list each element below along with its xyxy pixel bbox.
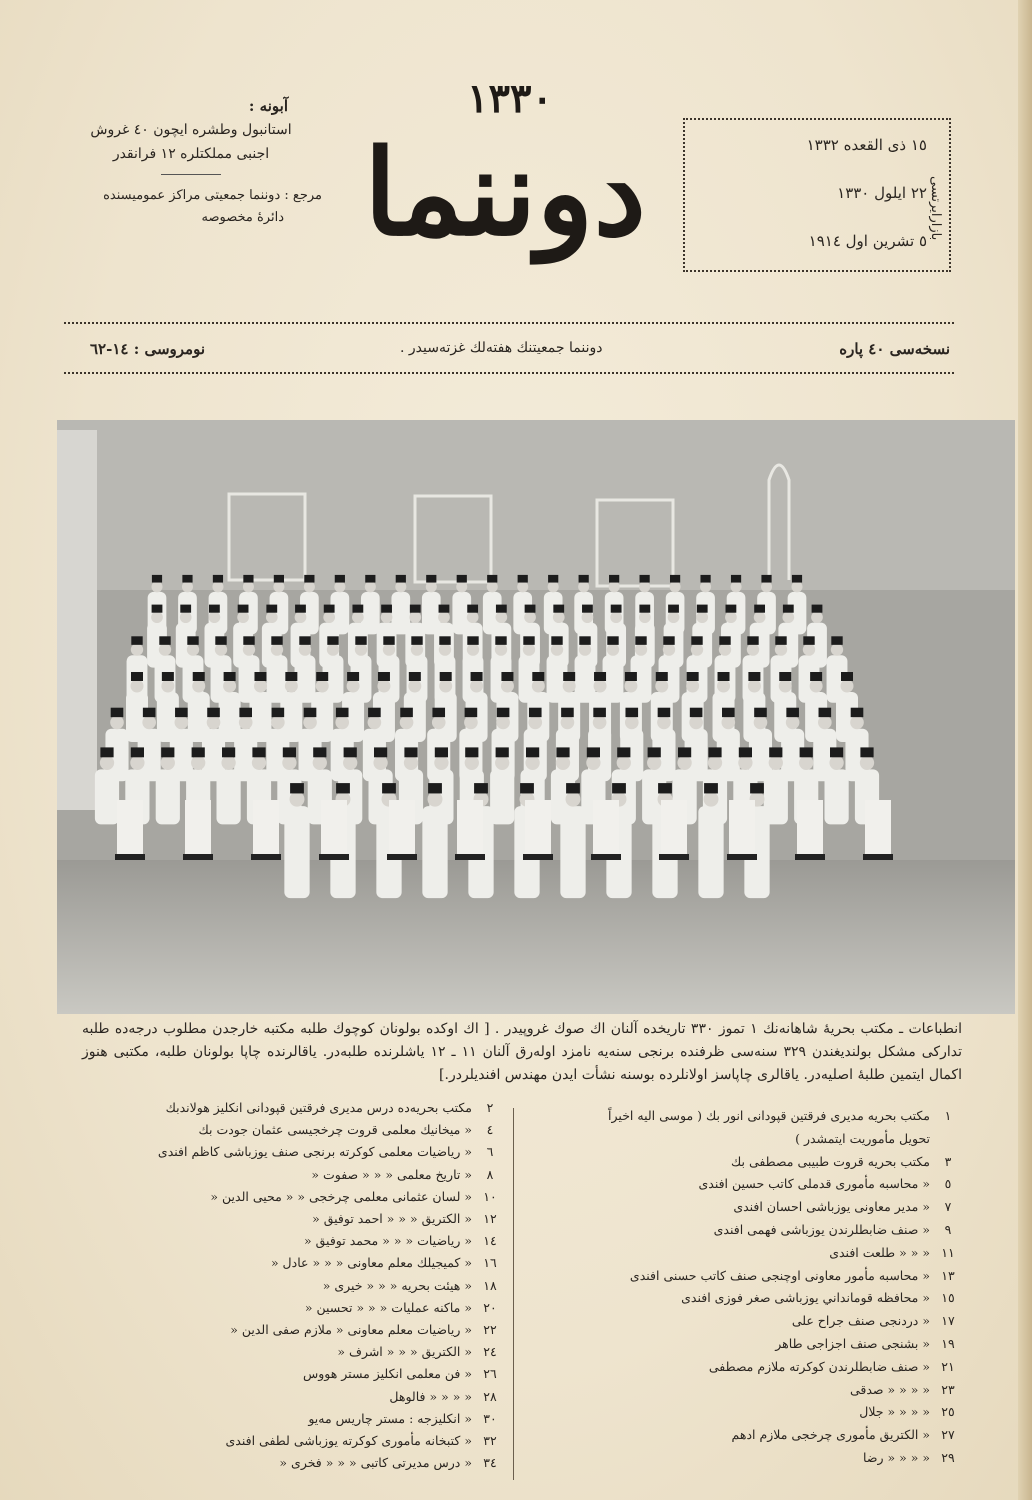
list-item: « « « « جلال <box>859 1404 930 1420</box>
list-item: « مدير معاونی يوزباشی احسان افندی <box>733 1199 930 1215</box>
list-item: « رياضيات معلمی كوكرته برنجی صنف يوزباشی كاظم افندی <box>157 1144 472 1160</box>
list-item-number: ٢٥ <box>941 1404 955 1420</box>
group-photo-illustration <box>57 420 1015 1014</box>
subscription-block <box>60 94 322 229</box>
list-item: « « « طلعت افندی <box>829 1244 930 1260</box>
list-item: « محافظه قومانداني يوزباشی صغر فوزی افندی <box>681 1290 930 1306</box>
list-item: « « « « صدقی <box>849 1381 930 1397</box>
subscription-foreign: اجنبی مملكتلره ١٢ فرانقدر <box>112 146 270 162</box>
photo-caption: انطباعات ـ مكتب بحريهٔ شاهانه‌نك ١ تموز ٣٣٠ تاريخده آلنان اك صوك غروپيدر . [ اك اوكده بولونان كوچوك طلبه مكتبه خارجدن مطلوب درجه‌ده طلبه تداركی مشكل بولنديغندن ٣٢٩ سنه‌سی ظرفنده برنجی سنه‌يه نامزد اوله‌رق آلنان ١١ ـ ١٢ ياشلرنده طلبه‌در. ياقالرنده چاپا بولونان طلبه، مكتبی هنوز اكمال ايتمين طلبهٔ اصليه‌در. ياقالری چاپاسز اولانلرده بوسنه نشأت ايدن مهندس افنديلردر.] <box>82 1021 963 1083</box>
bottom-rule <box>64 372 954 374</box>
list-item-number: ٤ <box>486 1122 494 1138</box>
top-rule <box>64 322 954 324</box>
list-item-number: ١٤ <box>483 1233 497 1249</box>
group-photo <box>57 420 1015 1014</box>
list-item-number: ٦ <box>486 1144 494 1160</box>
list-item: « كميجيلك معلم معاونی « « « عادل « <box>270 1255 472 1271</box>
list-item: « درس مديرتی كاتبی « « « فخری « <box>279 1455 472 1471</box>
list-item-number: ١١ <box>941 1244 955 1260</box>
list-item: « هيئت بحريه « « « خيری « <box>322 1277 472 1293</box>
list-item: « الكتريق « « « احمد توفيق « <box>312 1211 472 1226</box>
price: نسخه‌سی ٤٠ پاره <box>839 340 950 358</box>
list-item: « الكتريق « « « اشرف « <box>337 1344 472 1360</box>
list-item-number: ١٦ <box>483 1255 497 1271</box>
list-item-number: ٢٣ <box>941 1381 955 1397</box>
list-item-number: ٣ <box>944 1153 952 1169</box>
list-item: « صنف ضابطلرندن كوكرته ملازم مصطفی <box>708 1358 930 1374</box>
list-item-number: ٣٢ <box>483 1433 497 1448</box>
list-item-number: ٢٢ <box>483 1322 497 1337</box>
separator <box>161 174 221 175</box>
names-list-left <box>62 1100 502 1490</box>
date-hijri: ١٥ ذی القعده ١٣٣٢ <box>806 136 927 154</box>
list-item-number: ٢٠ <box>483 1299 497 1315</box>
list-item-number: ٩ <box>944 1222 952 1237</box>
list-item-number: ١٨ <box>483 1277 497 1293</box>
list-item-number: ٣٤ <box>483 1455 497 1471</box>
date-box <box>683 118 951 272</box>
list-item-number: ٢٦ <box>483 1366 497 1382</box>
list-item: تحويل مأموريت ايتمشدر ) <box>795 1130 930 1146</box>
list-item-number: ٣٠ <box>483 1410 497 1426</box>
list-item: « ماكنه عمليات « « « تحسين « <box>304 1299 472 1315</box>
date-rumi: ٢٢ ايلول ١٣٣٠ <box>837 184 927 202</box>
list-item: مكتب بحريه قروت طبيبی مصطفی بك <box>730 1153 930 1169</box>
list-item: « الكتريق مأموری چرخجی ملازم ادهم <box>731 1427 930 1443</box>
list-item-number: ١ <box>944 1108 952 1123</box>
page-edge <box>1018 0 1032 1500</box>
list-item: « محاسبه مأمور معاونی اوچنجی صنف كاتب حسنی افندی <box>629 1267 930 1283</box>
list-item-number: ٢٨ <box>483 1388 497 1404</box>
names-list-right <box>530 1108 960 1488</box>
list-item-number: ٥ <box>944 1176 952 1192</box>
subscription-domestic: استانبول وطشره ايچون ٤٠ غروش <box>90 122 292 138</box>
list-item: « « « « رضا <box>863 1450 930 1465</box>
list-item-number: ٢ <box>486 1100 494 1115</box>
list-item-number: ٧ <box>944 1199 952 1215</box>
list-item: مكتب بحريه‌ده درس مديری فرقتين قپودانی انكليز هولاندبك <box>165 1100 472 1115</box>
list-item: « رياضيات « « « محمد توفيق « <box>304 1233 472 1249</box>
reference-line1: مرجع : دوننما جمعيتی مراكز عموميسنده <box>103 188 322 203</box>
tagline: دوننما جمعيتنك هفته‌لك غزته‌سيدر . <box>400 340 603 356</box>
list-item-number: ١٢ <box>483 1211 497 1226</box>
list-item-number: ١٠ <box>483 1188 497 1204</box>
list-item-number: ١٩ <box>941 1336 955 1351</box>
list-item-number: ٢٧ <box>941 1427 955 1443</box>
list-item: « « « « فالوهل <box>389 1388 472 1404</box>
list-item-number: ١٧ <box>941 1313 955 1329</box>
date-gregorian: ٥ تشرين اول ١٩١٤ <box>808 232 927 250</box>
column-divider <box>513 1108 514 1480</box>
masthead-year: ١٣٣٠ <box>467 75 553 122</box>
list-item: « دردنجی صنف جراح علی <box>791 1313 930 1329</box>
list-item: « تاريخ معلمی « « « صفوت « <box>311 1166 472 1182</box>
weekday: بازارایرتسی <box>928 176 943 241</box>
list-item: « بشنجی صنف اجزاجی طاهر <box>775 1336 930 1351</box>
list-item-number: ٢٩ <box>941 1450 955 1465</box>
list-item: « كتبخانه مأموری كوكرته يوزباشی لطفی افندی <box>225 1433 472 1448</box>
list-item: « محاسبه مأموری قدملی كاتب حسين افندی <box>698 1176 930 1192</box>
reference-line2: دائرهٔ مخصوصه <box>201 210 284 225</box>
list-item: « فن معلمی انكليز مستر هووس <box>302 1366 472 1382</box>
list-item-number: ٢١ <box>941 1358 955 1374</box>
list-item-number: ٨ <box>486 1166 494 1182</box>
list-item: « رياضيات معلم معاونی « ملازم صفی الدين « <box>230 1322 472 1337</box>
list-item: « انكليزجه : مستر چاريس مه‌يو <box>308 1410 472 1426</box>
list-item-number: ١٥ <box>941 1290 955 1306</box>
list-item-number: ١٣ <box>941 1267 955 1283</box>
list-item-number: ٢٤ <box>483 1344 497 1360</box>
issue-number: نومروسی : ١٤-٦٢ <box>90 340 206 358</box>
list-item: « صنف ضابطلرندن يوزباشی فهمی افندی <box>713 1222 930 1237</box>
subscription-heading: آبونه : <box>248 97 288 115</box>
list-item: « ميخانيك معلمی قروت چرخجيسی عثمان جودت بك <box>198 1122 472 1138</box>
list-item: « لسان عثمانی معلمی چرخجی « « محيی الدين « <box>210 1188 472 1204</box>
masthead-title: دوننما <box>363 123 647 262</box>
list-item: مكتب بحريه مديری فرقتين قپودانی انور بك ( موسی اليه اخيراً <box>608 1108 930 1123</box>
